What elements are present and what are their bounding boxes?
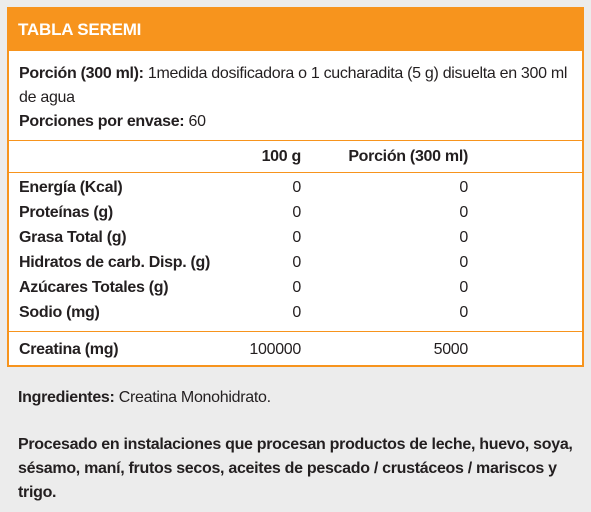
panel-title: TABLA SEREMI [9,9,582,51]
ingredients [18,386,583,410]
value-per-portion: 5000 [433,341,468,358]
servings-line [19,110,574,134]
ingredients-value: Creatina Monohidrato. [114,389,271,406]
value-per-portion: 0 [459,179,468,196]
nutrient-name: Grasa Total (g) [19,229,127,246]
column-header-portion: Porción (300 ml) [348,148,468,165]
nutrient-name: Hidratos de carb. Disp. (g) [19,254,211,271]
portion-value: 1medida dosificadora o 1 cucharadita (5 g) disuelta en 300 ml de agua [19,65,568,106]
divider [9,140,582,141]
portion-line [19,62,574,110]
value-per-100g: 0 [292,279,301,296]
value-per-100g: 0 [292,204,301,221]
value-per-100g: 0 [292,254,301,271]
servings-label: Porciones por envase: [19,113,185,130]
value-per-portion: 0 [459,279,468,296]
value-per-100g: 0 [292,229,301,246]
value-per-100g: 0 [292,179,301,196]
servings-value: 60 [184,113,206,130]
value-per-portion: 0 [459,204,468,221]
value-per-portion: 0 [459,229,468,246]
divider [9,331,582,332]
serving-info [19,62,574,134]
value-per-portion: 0 [459,304,468,321]
allergen-note: Procesado en instalaciones que procesan productos de leche, huevo, soya, sésamo, maní, frutos secos, aceites de pescado / crustáceos / mariscos y trigo. [18,436,573,501]
column-header-100g: 100 g [261,148,301,165]
nutrient-name: Azúcares Totales (g) [19,279,169,296]
divider [9,172,582,173]
nutrient-name: Sodio (mg) [19,304,100,321]
nutrition-panel [7,7,584,367]
nutrient-name: Proteínas (g) [19,204,113,221]
nutrient-name: Energía (Kcal) [19,179,123,196]
portion-label: Porción (300 ml): [19,65,144,82]
nutrient-name: Creatina (mg) [19,341,119,358]
ingredients-label: Ingredientes: [18,389,115,406]
value-per-portion: 0 [459,254,468,271]
value-per-100g: 100000 [249,341,301,358]
value-per-100g: 0 [292,304,301,321]
